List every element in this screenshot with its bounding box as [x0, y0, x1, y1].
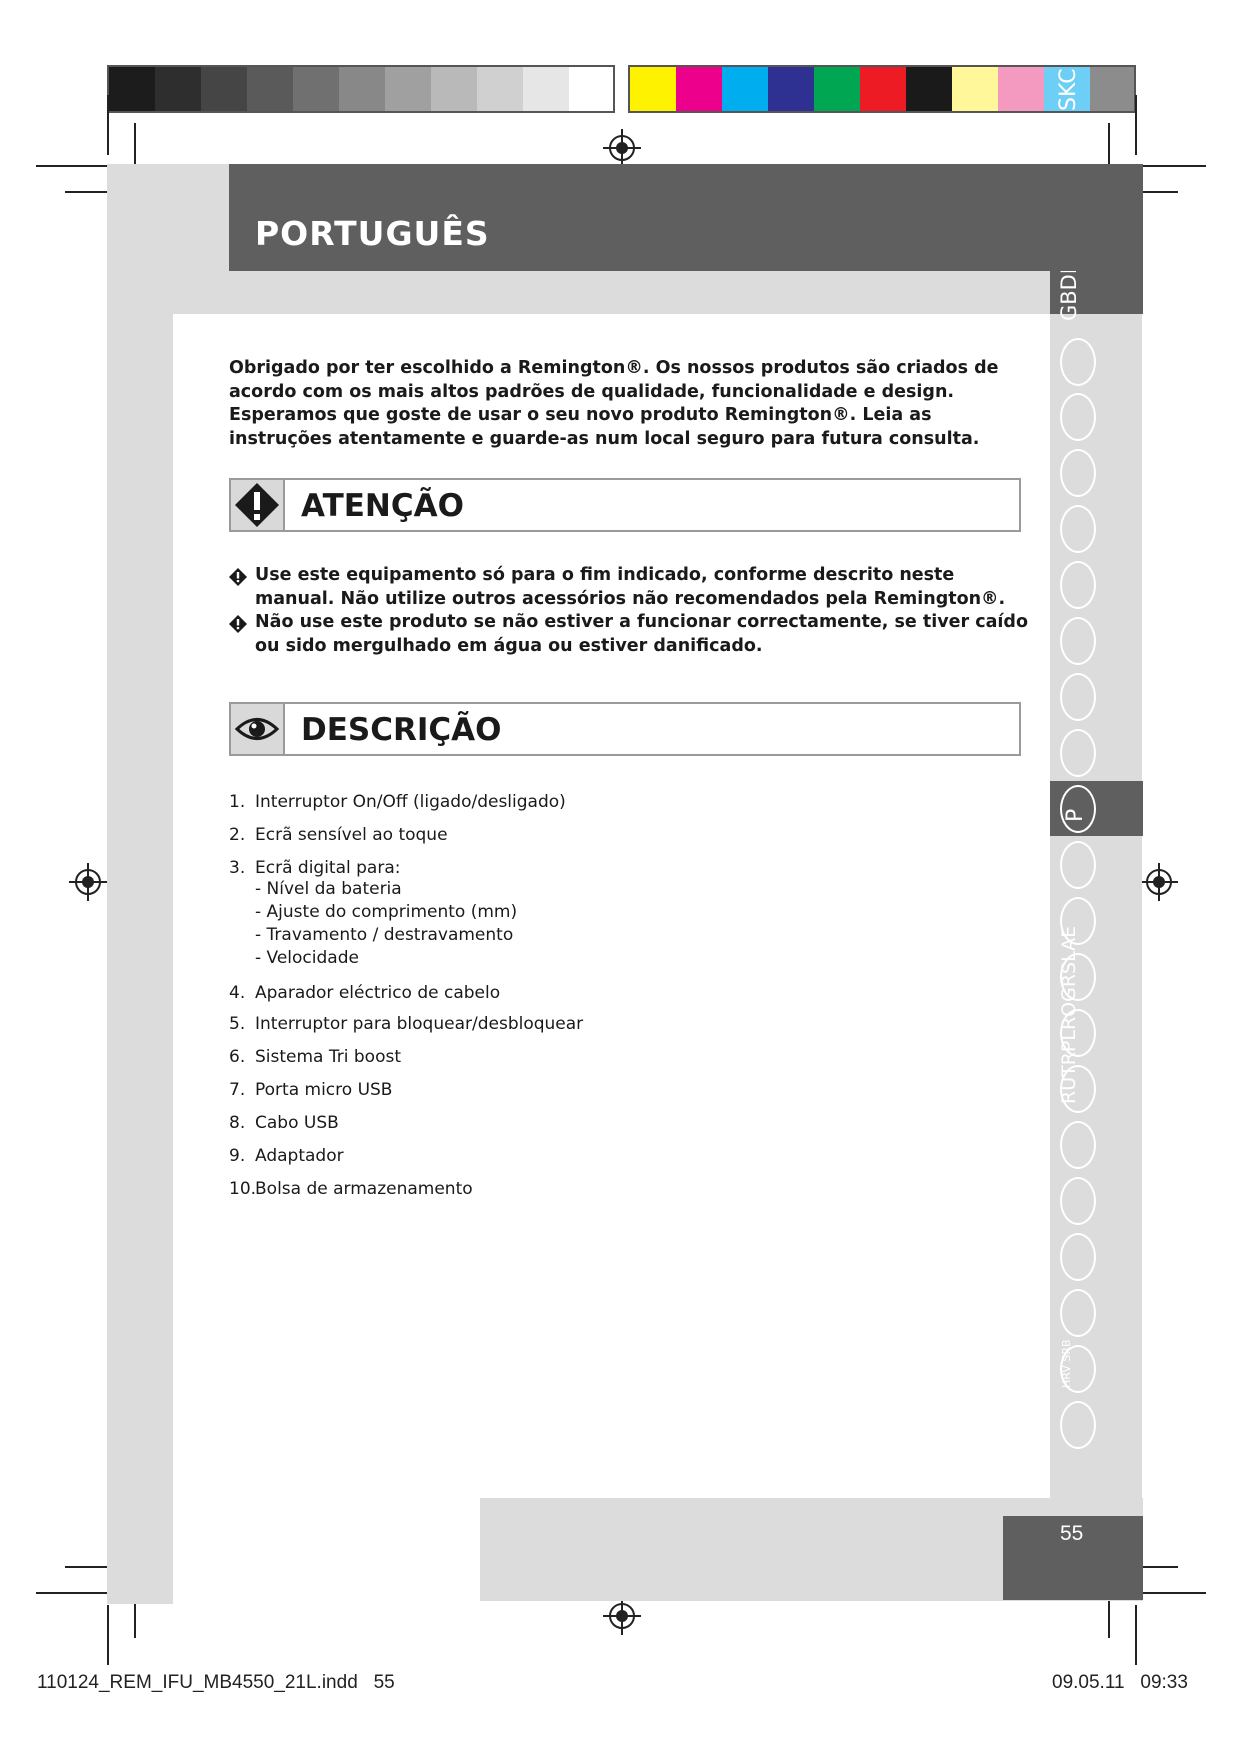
page-title: PORTUGUÊS: [255, 214, 490, 253]
sub-item: - Ajuste do comprimento (mm): [255, 902, 518, 922]
language-tab-top-cut: SKC: [1056, 68, 1081, 111]
language-tab[interactable]: [1060, 338, 1096, 386]
language-tab[interactable]: [1060, 449, 1096, 497]
registration-mark-icon: [1140, 863, 1178, 901]
registration-mark-icon: [603, 1597, 641, 1635]
grayscale-color-bar: [107, 65, 615, 113]
intro-text: Obrigado por ter escolhido a Remington®. Os nossos produtos são criados de acordo com os mais altos padrões de qualidade, funcionalidade e design. Esperamos que goste de usar o seu novo produto Remington®. Leia as instruções atentamente e guarde-as num local seguro para futura consulta.: [229, 358, 999, 449]
list-item: [229, 611, 1029, 658]
language-tab[interactable]: [1060, 617, 1096, 665]
language-tab-bottom-group: HRV SRB: [1060, 1339, 1073, 1388]
date-slug: 09.05.11 09:33: [1052, 1672, 1188, 1693]
description-section-header: [229, 702, 1021, 756]
warning-bullet-icon: [229, 568, 247, 586]
warning-bullet-icon: [229, 615, 247, 633]
page-background: [107, 314, 173, 1604]
language-tab-mid-group: RUTRPLROGRSLAE: [1058, 925, 1080, 1104]
language-tab[interactable]: [1060, 673, 1096, 721]
description-title: DESCRIÇÃO: [301, 712, 502, 748]
list-item: 3. Ecrã digital para: - Nível da bateria - Ajuste do comprimento (mm) - Travamento / destravamento - Velocidade: [229, 858, 518, 968]
list-item: 9. Adaptador: [229, 1146, 344, 1166]
warning-icon: [231, 480, 285, 530]
list-item: 6. Sistema Tri boost: [229, 1047, 401, 1067]
language-tab[interactable]: [1060, 841, 1096, 889]
crop-mark: [1135, 1605, 1137, 1665]
intro-paragraph: [229, 357, 1019, 451]
list-item: 5. Interruptor para bloquear/desbloquear: [229, 1014, 584, 1034]
crop-mark: [107, 1605, 109, 1665]
crop-mark: [36, 165, 114, 167]
attention-title: ATENÇÃO: [301, 488, 464, 524]
language-tab[interactable]: [1060, 505, 1096, 553]
eye-icon: [231, 704, 285, 754]
language-tab[interactable]: [1060, 1177, 1096, 1225]
list-item: [229, 564, 1029, 611]
language-tab[interactable]: [1060, 1289, 1096, 1337]
warning-text: Use este equipamento só para o fim indicado, conforme descrito neste manual. Não utilize outros acessórios não recomendados pela Remington®.: [255, 565, 1006, 609]
warning-text: Não use este produto se não estiver a funcionar correctamente, se tiver caído ou sido mergulhado em água ou estiver danificado.: [255, 612, 1028, 656]
sub-item: - Nível da bateria: [255, 879, 402, 899]
warning-list: [229, 564, 1029, 658]
crop-mark: [1135, 95, 1137, 155]
page-number: 55: [1060, 1522, 1084, 1545]
language-tab[interactable]: [1060, 1233, 1096, 1281]
registration-mark-icon: [603, 129, 641, 167]
list-item: 10.Bolsa de armazenamento: [229, 1179, 473, 1199]
list-item: 2. Ecrã sensível ao toque: [229, 825, 448, 845]
sub-item: - Velocidade: [255, 948, 359, 968]
attention-section-header: [229, 478, 1021, 532]
language-tab[interactable]: [1060, 729, 1096, 777]
file-slug: 110124_REM_IFU_MB4550_21L.indd 55: [37, 1672, 395, 1693]
list-item: 4. Aparador eléctrico de cabelo: [229, 983, 501, 1003]
list-item: 7. Porta micro USB: [229, 1080, 393, 1100]
language-tab[interactable]: [1060, 1121, 1096, 1169]
registration-mark-icon: [69, 863, 107, 901]
crop-mark: [36, 1592, 114, 1594]
language-tab[interactable]: [1060, 561, 1096, 609]
language-tab-active-label[interactable]: P: [1063, 808, 1088, 822]
list-item: 8. Cabo USB: [229, 1113, 339, 1133]
language-tab[interactable]: [1060, 393, 1096, 441]
crop-mark: [107, 95, 109, 155]
list-item: 1. Interruptor On/Off (ligado/desligado): [229, 792, 566, 812]
language-tab[interactable]: [1060, 1401, 1096, 1449]
sub-item: - Travamento / destravamento: [255, 925, 514, 945]
